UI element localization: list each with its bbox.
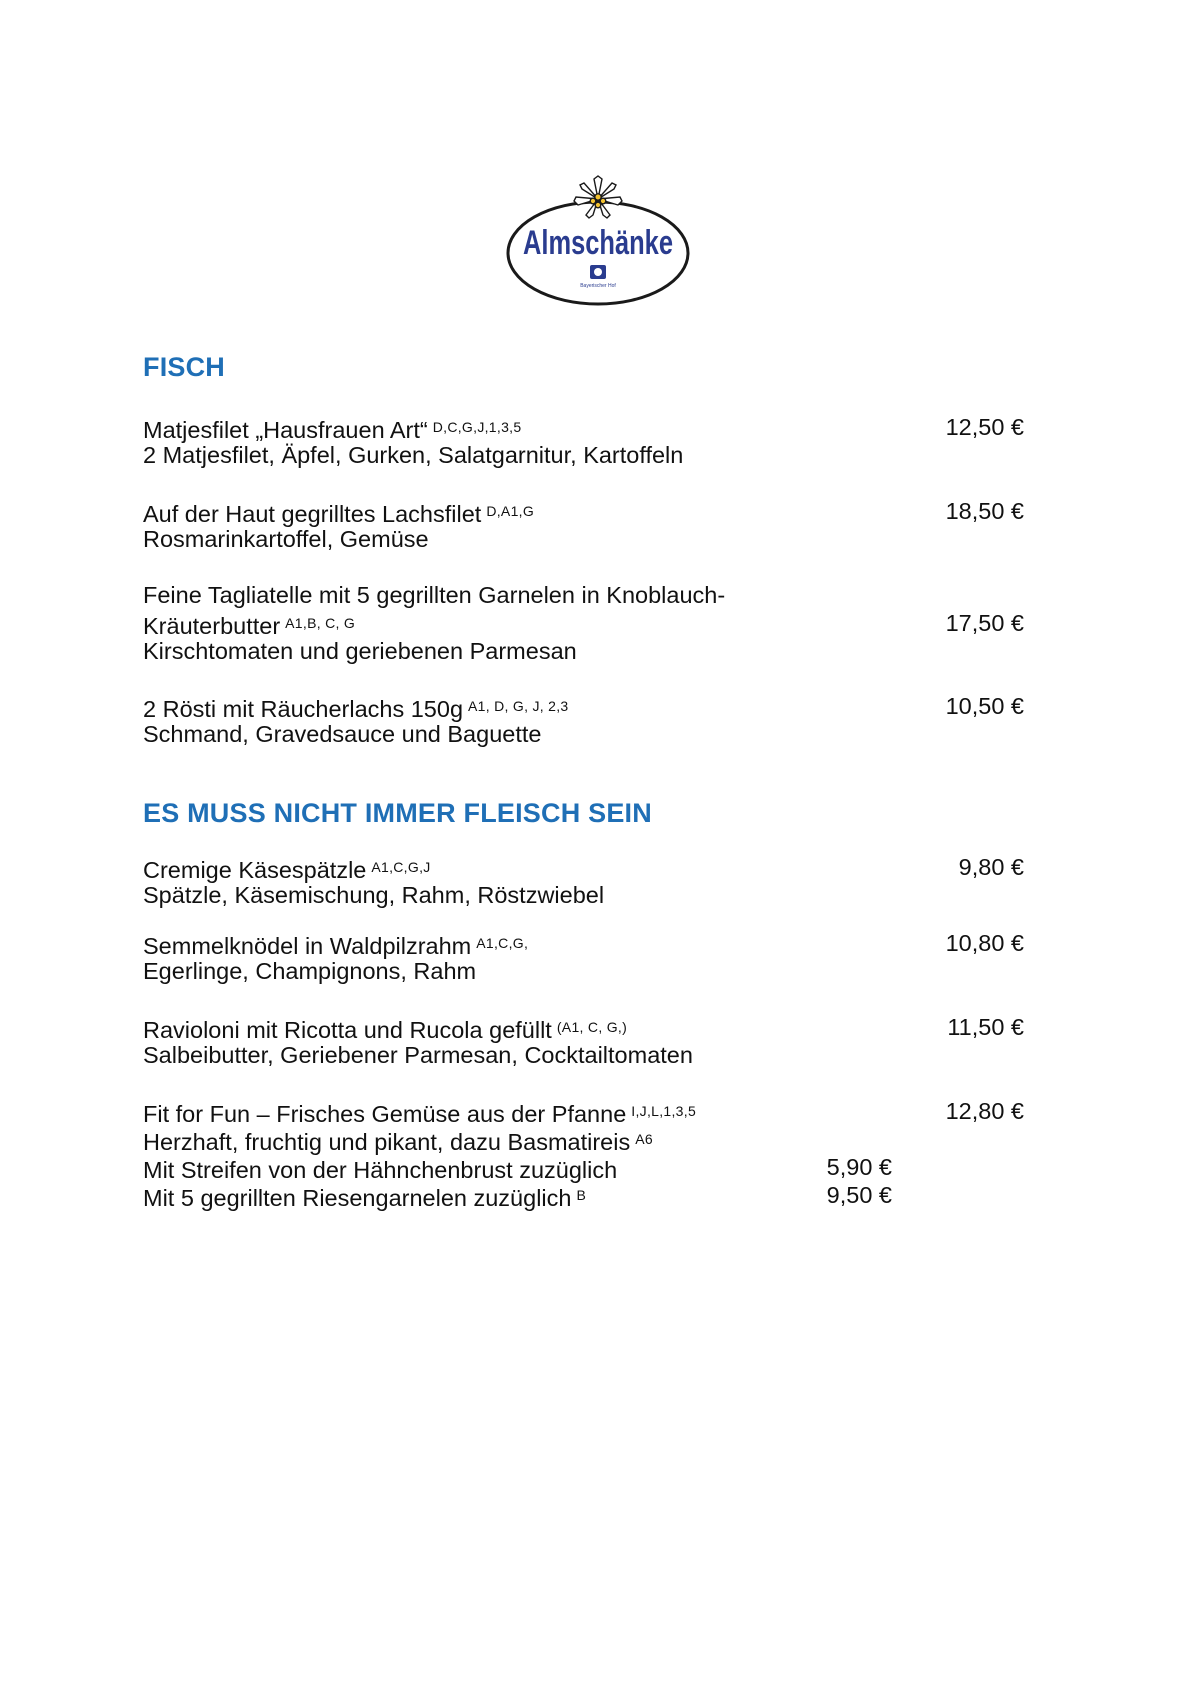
menu-item-description: Egerlinge, Champignons, Rahm: [143, 958, 477, 984]
section-title-vegetarian: ES MUSS NICHT IMMER FLEISCH SEIN: [143, 798, 652, 828]
menu-item-name: Feine Tagliatelle mit 5 gegrillten Garnelen in Knoblauch-: [143, 582, 726, 608]
menu-item-description: Herzhaft, fruchtig und pikant, dazu Basmatireis $^{A6}$: [143, 1129, 653, 1155]
menu-item-name: Cremige Käsespätzle $^{A1,C,G,J}$: [143, 857, 431, 883]
extra-price: 9,50 €: [826, 1182, 892, 1208]
menu-item-price: 12,80 €: [945, 1098, 1024, 1124]
edelweiss-logo-graphic: [505, 175, 691, 313]
menu-item-description: 2 Matjesfilet, Äpfel, Gurken, Salatgarnitur, Kartoffeln: [143, 442, 684, 468]
menu-item-price: 11,50 €: [947, 1014, 1024, 1040]
allergen-codes: A6: [635, 1131, 653, 1147]
menu-item-name: Auf der Haut gegrilltes Lachsfilet $^{D,A1,G}$: [143, 501, 535, 527]
allergen-codes: D,C,G,J,1,3,5: [432, 419, 522, 435]
logo-brand-text: Almschänke: [523, 224, 673, 262]
allergen-codes: A1,C,G,J: [371, 859, 431, 875]
menu-item-name: Ravioloni mit Ricotta und Rucola gefüllt $^{(A1, C, G,)}$: [143, 1017, 628, 1043]
menu-item-description: Spätzle, Käsemischung, Rahm, Röstzwiebel: [143, 882, 605, 908]
logo-emblem-text: Bayerischer Hof: [580, 283, 616, 289]
menu-item-price: 9,80 €: [958, 854, 1024, 880]
menu-item-description: Kirschtomaten und geriebenen Parmesan: [143, 638, 577, 664]
menu-item-name-continued: Kräuterbutter $^{A1,B, C, G}$: [143, 613, 356, 639]
allergen-codes: (A1, C, G,): [556, 1019, 628, 1035]
menu-item-description: Schmand, Gravedsauce und Baguette: [143, 721, 542, 747]
menu-item-price: 10,50 €: [945, 693, 1024, 719]
menu-item-name: Fit for Fun – Frisches Gemüse aus der Pfanne $^{I,J,L,1,3,5}$: [143, 1101, 697, 1127]
allergen-codes: A1,B, C, G: [285, 615, 356, 631]
allergen-codes: B: [576, 1187, 587, 1203]
menu-item-price: 12,50 €: [945, 414, 1024, 440]
extra-price: 5,90 €: [826, 1154, 892, 1180]
menu-item-price: 18,50 €: [945, 498, 1024, 524]
allergen-codes: A1,C,G,: [476, 935, 529, 951]
allergen-codes: A1, D, G, J, 2,3: [468, 698, 569, 714]
crest-icon: [590, 265, 606, 279]
section-title-fisch: FISCH: [143, 352, 225, 382]
allergen-codes: I,J,L,1,3,5: [631, 1103, 697, 1119]
menu-item-price: 17,50 €: [945, 610, 1024, 636]
menu-item-extra: Mit Streifen von der Hähnchenbrust zuzüglich: [143, 1157, 618, 1183]
menu-item-name: Matjesfilet „Hausfrauen Art“ $^{D,C,G,J,1,3,5}$: [143, 417, 522, 443]
menu-item-description: Salbeibutter, Geriebener Parmesan, Cocktailtomaten: [143, 1042, 693, 1068]
menu-item-description: Rosmarinkartoffel, Gemüse: [143, 526, 429, 552]
menu-item-extra: Mit 5 gegrillten Riesengarnelen zuzüglich $^B$: [143, 1185, 587, 1211]
menu-item-name: 2 Rösti mit Räucherlachs 150g $^{A1, D, G, J, 2,3}$: [143, 696, 569, 722]
menu-item-name: Semmelknödel in Waldpilzrahm $^{A1,C,G,}$: [143, 933, 529, 959]
menu-item-price: 10,80 €: [945, 930, 1024, 956]
almschaenke-logo: [505, 175, 691, 313]
allergen-codes: D,A1,G: [486, 503, 535, 519]
